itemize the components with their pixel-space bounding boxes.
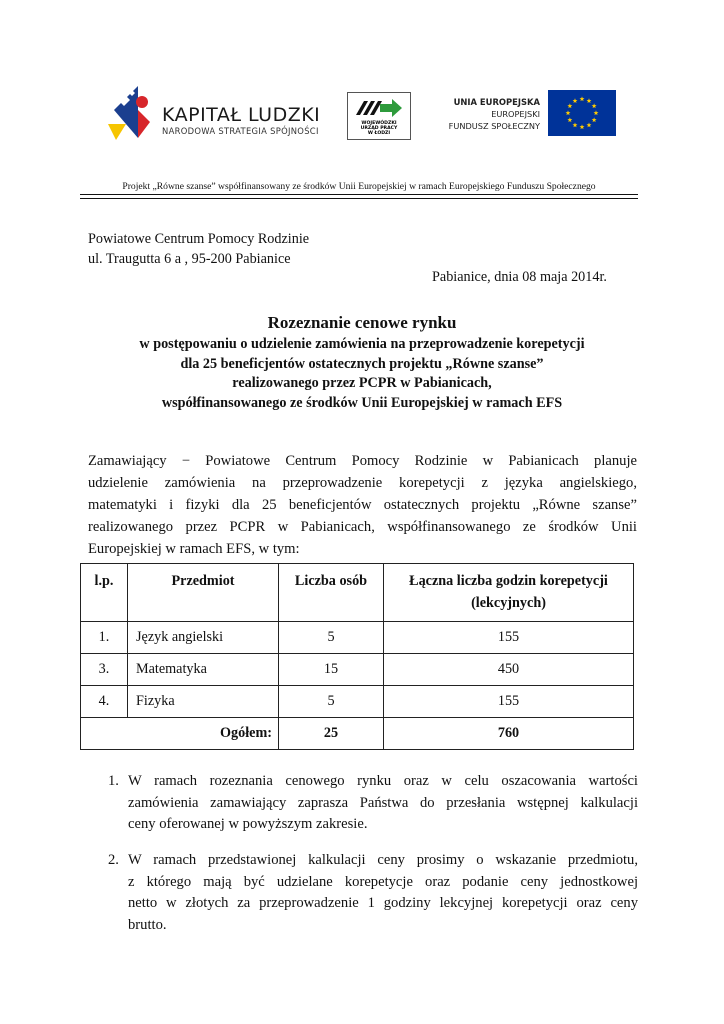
header-hours-line1: Łączna liczba godzin korepetycji [409,573,608,589]
total-label: Ogółem: [81,718,279,750]
table-row [81,686,634,718]
wup-logo [347,92,411,140]
list-item-line: z którego mają być udzielane korepetycje oraz podanie ceny jednostkowej [128,873,638,890]
cell-subject: Matematyka [128,654,279,686]
title-line-2: dla 25 beneficjentów ostatecznych projektu „Równe szanse” [180,356,544,372]
intro-line: Zamawiający − Powiatowe Centrum Pomocy Rodzinie w Pabianicach planuje [88,453,637,469]
eu-label-line3: FUNDUSZ SPOŁECZNY [448,121,540,131]
list-item-line: brutto. [128,916,167,933]
header-lp: l.p. [81,564,128,622]
title-line-1: w postępowaniu o udzielenie zamówienia na przeprowadzenie korepetycji [139,336,585,352]
cell-subject: Fizyka [128,686,279,718]
header-hours [384,564,634,622]
cell-persons: 15 [279,654,384,686]
cell-persons: 5 [279,686,384,718]
list-item-line: ceny oferowanej w powyższym zakresie. [128,816,368,832]
table-header-row [81,564,634,622]
cell-lp: 3. [81,654,128,686]
cell-hours: 450 [384,654,634,686]
cell-hours: 155 [384,622,634,654]
kapital-ludzki-title: KAPITAŁ LUDZKI [162,104,321,126]
kapital-ludzki-subtitle: NARODOWA STRATEGIA SPÓJNOŚCI [162,126,319,136]
project-line: Projekt „Równe szanse” współfinansowany ze środków Unii Europejskiej w ramach Europejskiego Funduszu Społecznego [122,181,596,192]
list-item-line: W ramach rozeznania cenowego rynku oraz w celu oszacowania wartości [128,773,638,789]
header-subject: Przedmiot [128,564,279,622]
list-item-number: 2. [108,852,119,868]
header-rule-thick [80,194,638,195]
eu-label-line2: EUROPEJSKI [491,109,540,119]
eu-label-line1: UNIA EUROPEJSKA [453,97,540,107]
eu-flag-icon [548,90,616,136]
intro-line: Europejskiej w ramach EFS, w tym: [88,541,300,557]
title-line-3: realizowanego przez PCPR w Pabianicach, [232,375,492,391]
cell-subject: Język angielski [128,622,279,654]
intro-line: realizowanego przez PCPR w Pabianicach, współfinansowanego ze środków Unii [88,519,637,535]
wup-label-line2: URZĄD PRACY [360,126,398,131]
list-item-number: 1. [108,773,119,789]
table-total-row [81,718,634,750]
cell-persons: 5 [279,622,384,654]
header-persons: Liczba osób [279,564,384,622]
eu-text-block [430,96,540,132]
title-line-4: współfinansowanego ze środków Unii Europejskiej w ramach EFS [161,395,563,411]
document-title: Rozeznanie cenowe rynku [267,313,457,332]
list-item-line: zamówienia zamawiający zaprasza Państwa do przesłania wstępnej kalkulacji [128,794,638,811]
wup-label-line1: WOJEWÓDZKI [361,121,397,126]
intro-line: udzielenie zamówienia na przeprowadzenie korepetycji z języka angielskiego, [88,475,637,491]
header-hours-line2: (lekcyjnych) [471,595,546,611]
table-row [81,654,634,686]
document-date: Pabianice, dnia 08 maja 2014r. [432,269,607,285]
intro-paragraph [88,450,637,560]
address-line1: Powiatowe Centrum Pomocy Rodzinie [88,231,310,247]
list-item-line: W ramach przedstawionej kalkulacji ceny prosimy o wskazanie przedmiotu, [128,852,638,868]
address-line2: ul. Traugutta 6 a , 95-200 Pabianice [88,251,291,267]
wup-arrow-icon [354,97,404,119]
cell-hours: 155 [384,686,634,718]
intro-line: matematyki i fizyki dla 25 beneficjentów ostatecznych projektu „Równe szanse” [88,497,637,513]
table-row [81,622,634,654]
header-rule-thin [80,198,638,199]
list-item-line: netto w złotych za przeprowadzenie 1 godziny lekcyjnej korepetycji oraz ceny [128,895,638,911]
total-persons: 25 [279,718,384,750]
total-hours: 760 [384,718,634,750]
tutoring-table [80,563,634,750]
cell-lp: 4. [81,686,128,718]
wup-label-line3: W ŁODZI [367,131,391,136]
cell-lp: 1. [81,622,128,654]
